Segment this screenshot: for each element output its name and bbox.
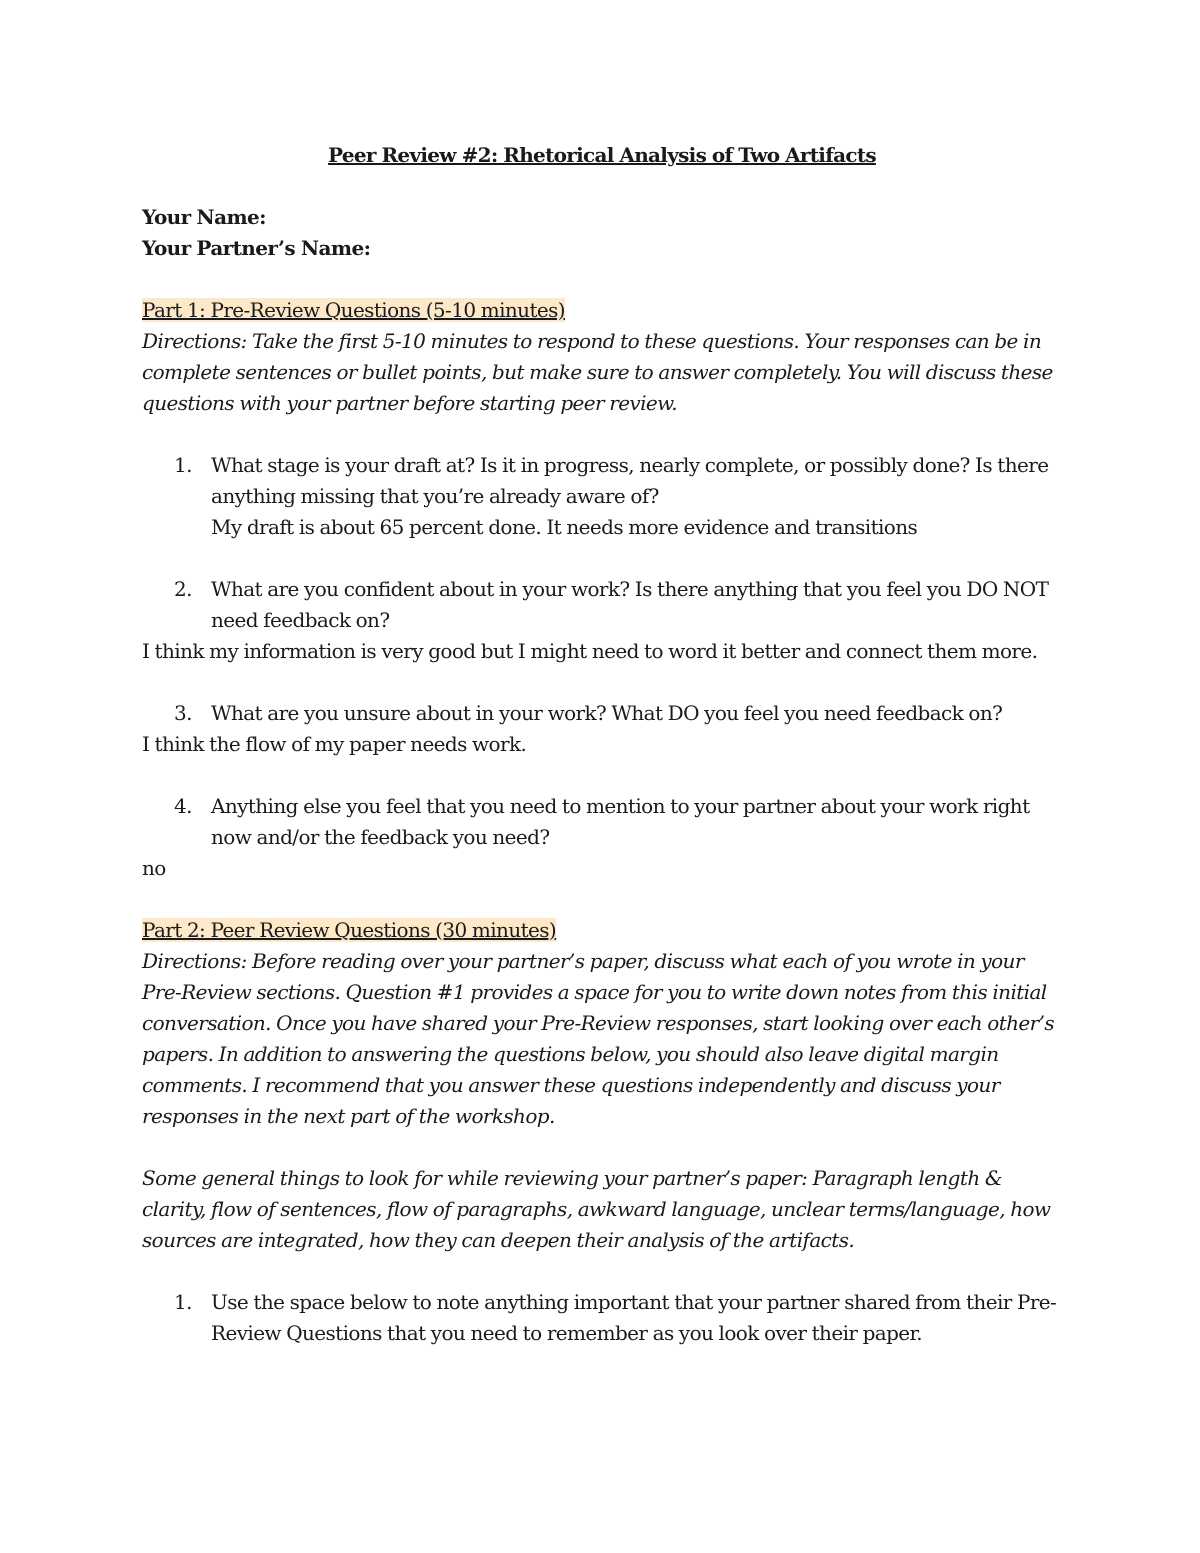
part1-directions: Directions: Take the first 5-10 minutes to respond to these questions. Your responses can be in complete sentences or bullet points, but make sure to answer completely. You will discuss these questions with your partner before starting peer review. xyxy=(142,329,1053,415)
question-answer[interactable]: I think my information is very good but I might need to word it better and connect them more. xyxy=(142,639,1038,663)
question-number: 2. xyxy=(174,577,192,601)
your-name-label: Your Name: xyxy=(142,205,266,229)
question-answer[interactable]: My draft is about 65 percent done. It needs more evidence and transitions xyxy=(211,515,918,539)
part2-general-things: Some general things to look for while reviewing your partner’s paper: Paragraph length & clarity, flow of sentences, flow of paragraphs, awkward language, unclear terms/language, how sources are integrated, how they can deepen their analysis of the artifacts. xyxy=(142,1166,1051,1252)
document-title: Peer Review #2: Rhetorical Analysis of Two Artifacts xyxy=(328,143,876,167)
question-number: 1. xyxy=(174,1290,192,1314)
question-number: 4. xyxy=(174,794,192,818)
part1-question-list xyxy=(142,574,1062,636)
question-number: 1. xyxy=(174,453,192,477)
part2-directions: Directions: Before reading over your partner’s paper, discuss what each of you wrote in your Pre-Review sections. Question #1 provides a space for you to write down notes from this initial conversation. Once you have shared your Pre-Review responses, start looking over each other’s papers. In addition to answering the questions below, you should also leave digital margin comments. I recommend that you answer these questions independently and discuss your responses in the next part of the workshop. xyxy=(142,949,1055,1128)
list-item xyxy=(142,450,1062,543)
part1-heading: Part 1: Pre-Review Questions (5-10 minutes) xyxy=(142,298,565,322)
list-item xyxy=(142,698,1062,729)
list-item xyxy=(142,574,1062,636)
question-answer[interactable]: no xyxy=(142,856,166,880)
partner-name-label: Your Partner’s Name: xyxy=(142,236,371,260)
part2-heading: Part 2: Peer Review Questions (30 minutes) xyxy=(142,918,557,942)
question-number: 3. xyxy=(174,701,192,725)
list-item xyxy=(142,791,1062,853)
part1-question-list xyxy=(142,791,1062,853)
part2-heading-line xyxy=(142,915,1062,946)
question-answer[interactable]: I think the flow of my paper needs work. xyxy=(142,732,527,756)
part1-question-list xyxy=(142,698,1062,729)
question-text: Anything else you feel that you need to mention to your partner about your work right now and/or the feedback you need? xyxy=(211,794,1030,849)
question-text: What stage is your draft at? Is it in progress, nearly complete, or possibly done? Is there anything missing that you’re already aware of? xyxy=(211,453,1049,508)
question-text: What are you unsure about in your work? What DO you feel you need feedback on? xyxy=(211,701,1003,725)
list-item xyxy=(142,1287,1062,1349)
part1-heading-line xyxy=(142,295,1062,326)
part1-question-list xyxy=(142,450,1062,543)
part2-question-list xyxy=(142,1287,1062,1349)
document-page xyxy=(142,140,1062,1349)
question-text: Use the space below to note anything important that your partner shared from their Pre-Review Questions that you need to remember as you look over their paper. xyxy=(211,1290,1057,1345)
question-text: What are you confident about in your work? Is there anything that you feel you DO NOT need feedback on? xyxy=(211,577,1049,632)
